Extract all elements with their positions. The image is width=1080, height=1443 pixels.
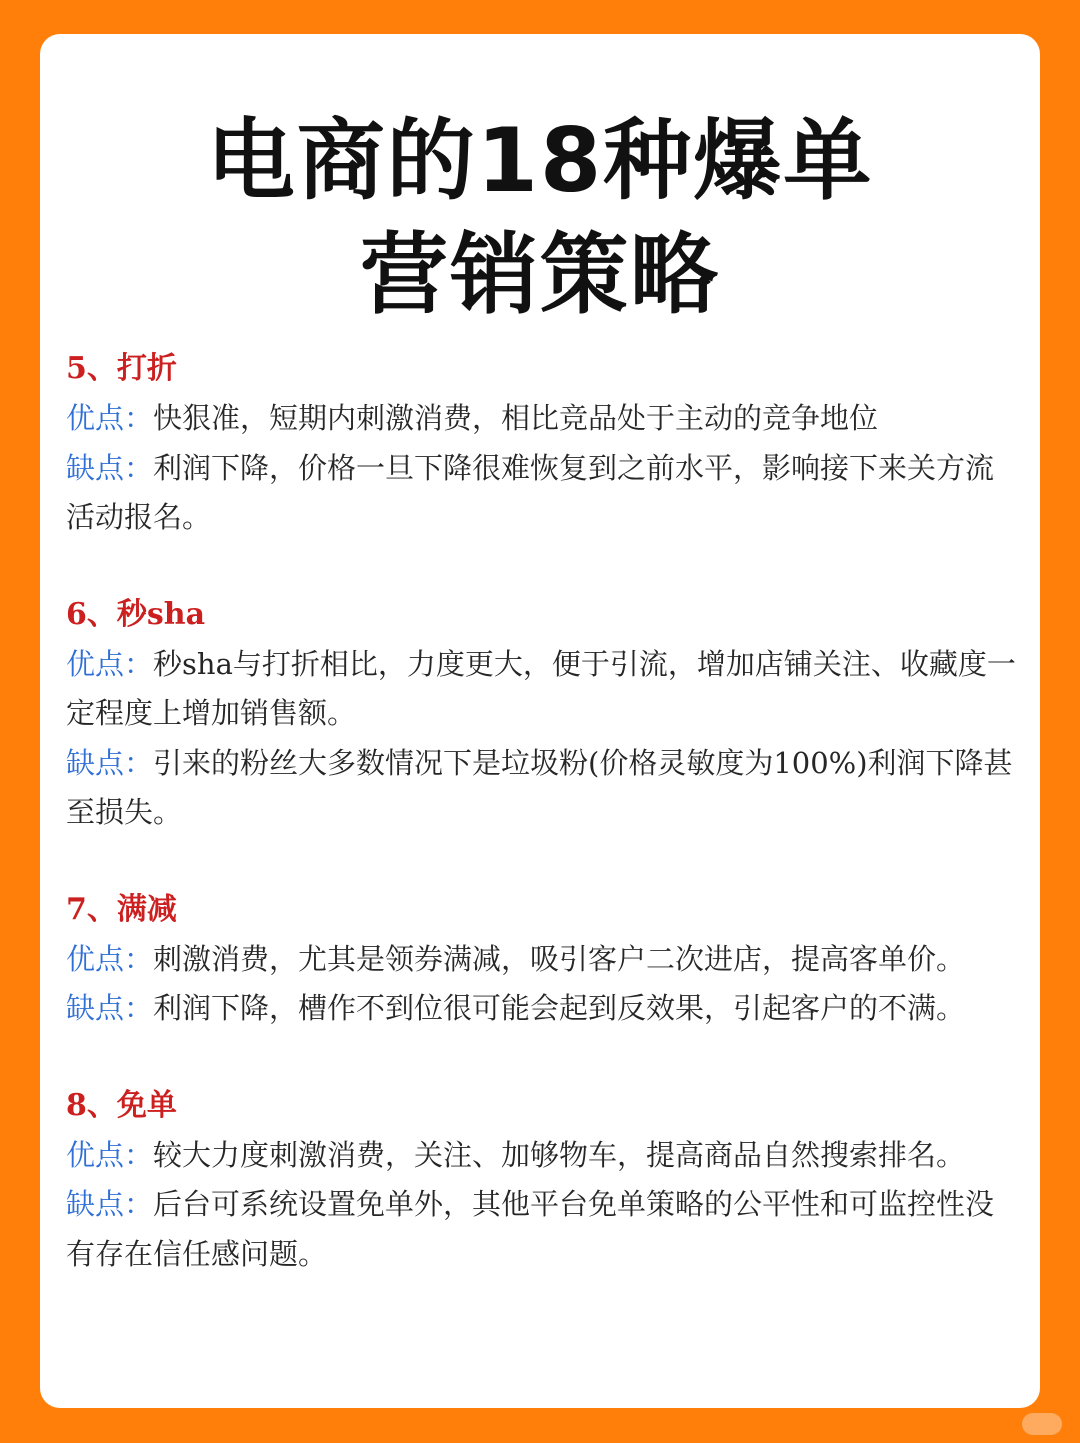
watermark-badge <box>1022 1413 1062 1435</box>
section-heading: 5、打折 <box>66 351 177 386</box>
pros-paragraph <box>66 394 1018 444</box>
pros-text: 刺激消费，尤其是领券满减，吸引客户二次进店，提高客单价。 <box>153 941 966 976</box>
section-heading: 7、满减 <box>66 891 177 927</box>
section-heading: 8、免单 <box>66 1087 177 1123</box>
cons-label: 缺点： <box>66 745 154 780</box>
title-line-2: 营销策略 <box>359 223 720 326</box>
pros-paragraph <box>66 1131 1018 1181</box>
title-line-1: 电商的18种爆单 <box>206 109 874 212</box>
cons-text: 引来的粉丝大多数情况下是垃圾粉(价格灵敏度为100%)利润下降甚至损失。 <box>66 745 1013 829</box>
cons-text: 后台可系统设置免单外，其他平台免单策略的公平性和可监控性没有存在信任感问题。 <box>66 1187 995 1271</box>
cons-label: 缺点： <box>66 450 154 485</box>
pros-text: 快狠准，短期内刺激消费，相比竞品处于主动的竞争地位 <box>153 401 879 435</box>
cons-paragraph <box>66 444 1018 543</box>
strategy-section <box>66 344 1018 543</box>
pros-paragraph <box>66 640 1018 739</box>
cons-text: 利润下降，槽作不到位很可能会起到反效果，引起客户的不满。 <box>153 991 966 1025</box>
cons-paragraph <box>66 984 1018 1034</box>
strategy-section <box>66 590 1018 838</box>
pros-text: 秒sha与打折相比，力度更大，便于引流，增加店铺关注、收藏度一定程度上增加销售额。 <box>66 646 1016 730</box>
strategy-section <box>66 885 1018 1034</box>
pros-label: 优点： <box>66 646 154 681</box>
pros-label: 优点： <box>66 941 154 976</box>
cons-paragraph <box>66 1180 1018 1279</box>
cons-label: 缺点： <box>66 991 154 1025</box>
pros-paragraph <box>66 935 1018 985</box>
pros-text: 较大力度刺激消费，关注、加够物车，提高商品自然搜索排名。 <box>153 1137 966 1172</box>
strategy-list <box>66 344 1018 1279</box>
cons-label: 缺点： <box>66 1187 154 1221</box>
section-heading: 6、秒sha <box>66 596 206 632</box>
pros-label: 优点： <box>66 1137 154 1172</box>
page-title <box>0 104 1080 332</box>
strategy-section <box>66 1081 1018 1280</box>
pros-label: 优点： <box>66 401 154 435</box>
cons-text: 利润下降，价格一旦下降很难恢复到之前水平，影响接下来关方流活动报名。 <box>66 450 995 534</box>
cons-paragraph <box>66 739 1018 838</box>
